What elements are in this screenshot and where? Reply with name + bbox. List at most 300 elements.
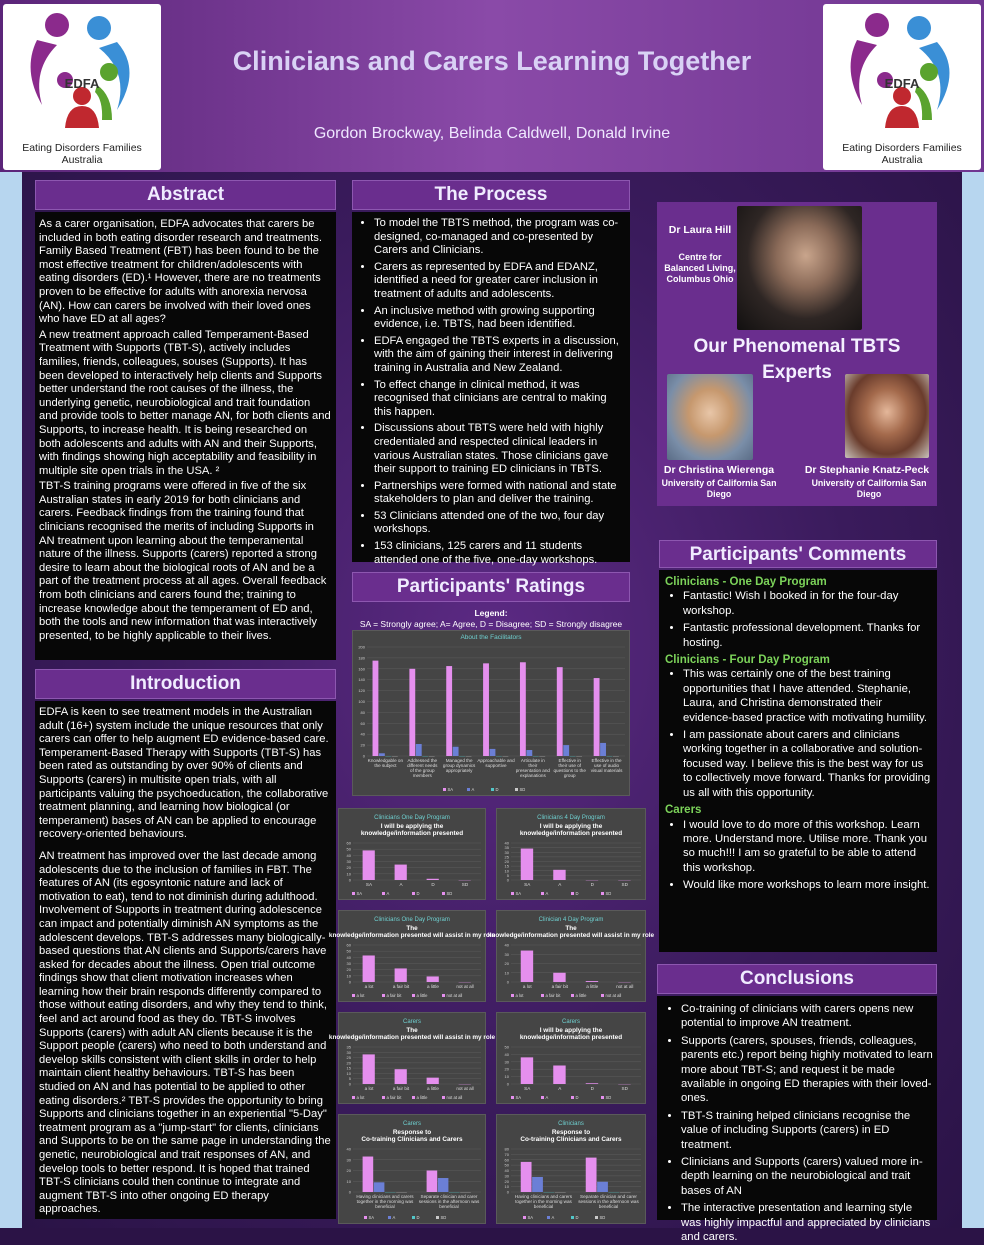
x-tick-label: Effective in the use of audio visual materials bbox=[591, 758, 623, 773]
x-tick-label: Articulate in their presentation and explanations bbox=[516, 758, 551, 778]
comment-item: • I am passionate about carers and clinicians working together in a collaborative and solution-focused way. I believe this is the best way for us to collectively move forward. Thanks for providing us all with this opportunity. bbox=[683, 728, 933, 800]
y-tick-label: 60 bbox=[361, 721, 366, 726]
x-tick-label: A bbox=[558, 882, 562, 887]
y-tick-label: 15 bbox=[347, 1066, 352, 1071]
chart-bar bbox=[427, 1171, 438, 1193]
x-tick-label: Approachable and supportive bbox=[477, 758, 515, 768]
chart-title: I will be applying the knowledge/information presented bbox=[520, 1027, 622, 1041]
y-tick-label: 25 bbox=[347, 1055, 352, 1060]
x-tick-label: SA bbox=[366, 882, 373, 887]
y-tick-label: 0 bbox=[363, 754, 366, 759]
chart-subtitle: Clinicians One Day Program bbox=[374, 917, 450, 923]
chart-bar bbox=[532, 1177, 543, 1192]
x-tick-label: Effective in their use of questions to the group bbox=[553, 758, 586, 778]
legend-label: A bbox=[393, 1215, 396, 1220]
y-tick-label: 120 bbox=[358, 688, 365, 693]
chart-bar bbox=[557, 667, 563, 756]
chart-svg bbox=[339, 1013, 485, 1103]
comment-group-title: Clinicians - Four Day Program bbox=[665, 653, 933, 667]
right-border bbox=[962, 172, 984, 1228]
rating-chart bbox=[338, 910, 486, 1002]
x-tick-label: not at all bbox=[456, 1086, 473, 1091]
process-item: • 53 Clinicians attended one of the two, four day workshops. bbox=[374, 510, 626, 537]
y-tick-label: 50 bbox=[347, 847, 352, 852]
stephanie-name: Dr Stephanie Knatz-Peck bbox=[797, 464, 937, 476]
y-tick-label: 20 bbox=[347, 1060, 352, 1065]
x-tick-label: a fair bit bbox=[393, 984, 410, 989]
y-tick-label: 20 bbox=[347, 865, 352, 870]
laura-hill-photo bbox=[737, 206, 862, 330]
y-tick-label: 0 bbox=[349, 980, 352, 985]
legend-label: a fair bit bbox=[546, 993, 562, 998]
process-item: • To model the TBTS method, the program was co-designed, co-managed and co-presented by Carers and Clinicians. bbox=[374, 217, 626, 258]
legend-label: SA bbox=[516, 891, 522, 896]
chart-bar bbox=[438, 1178, 449, 1192]
chart-bar bbox=[553, 1066, 565, 1085]
legend-swatch bbox=[388, 1216, 391, 1219]
legend-swatch bbox=[364, 1216, 367, 1219]
x-tick-label: A bbox=[558, 1086, 562, 1091]
legend-label: SA bbox=[369, 1215, 375, 1220]
introduction-heading: Introduction bbox=[35, 669, 336, 699]
process-item: • An inclusive method with growing supporting evidence, i.e. TBTS, had been identified. bbox=[374, 305, 626, 332]
laura-org: Centre for Balanced Living, Columbus Ohio bbox=[663, 252, 737, 285]
legend-label: SD bbox=[447, 891, 453, 896]
y-tick-label: 10 bbox=[347, 1179, 352, 1184]
chart-title: Response to Co-training Clinicians and Carers bbox=[361, 1129, 463, 1143]
legend-label: not at all bbox=[606, 993, 622, 998]
x-tick-label: a little bbox=[586, 984, 598, 989]
chart-subtitle: Carers bbox=[403, 1121, 421, 1127]
y-tick-label: 40 bbox=[505, 943, 510, 948]
chart-bar bbox=[395, 1069, 407, 1084]
introduction-panel bbox=[35, 701, 336, 1219]
legend-label: D bbox=[576, 1215, 579, 1220]
legend-label: A bbox=[552, 1215, 555, 1220]
y-tick-label: 30 bbox=[347, 859, 352, 864]
x-tick-label: Addressed the different needs of the group members bbox=[407, 758, 438, 778]
rating-chart bbox=[496, 910, 646, 1002]
x-tick-label: SD bbox=[622, 882, 629, 887]
legend-swatch bbox=[352, 892, 355, 895]
legend-swatch bbox=[443, 788, 446, 791]
legend-swatch bbox=[442, 892, 445, 895]
rating-chart bbox=[338, 1012, 486, 1104]
legend-label: not at all bbox=[447, 1095, 463, 1100]
x-tick-label: a little bbox=[427, 984, 439, 989]
process-item: • To effect change in clinical method, it was recognised that clinicians are central to making this happen. bbox=[374, 379, 626, 420]
chart-bar bbox=[597, 1182, 608, 1192]
chart-bar bbox=[363, 1054, 375, 1084]
y-tick-label: 200 bbox=[358, 645, 365, 650]
comments-body bbox=[665, 575, 933, 893]
comment-item: • Would like more workshops to learn more insight. bbox=[683, 878, 933, 892]
process-list bbox=[356, 217, 626, 567]
y-tick-label: 40 bbox=[347, 1147, 352, 1152]
y-tick-label: 30 bbox=[347, 1157, 352, 1162]
legend-swatch bbox=[601, 1096, 604, 1099]
chart-title: The knowledge/information presented will assist in my role bbox=[488, 925, 655, 939]
chart-bar bbox=[586, 1083, 598, 1084]
legend-swatch bbox=[571, 1216, 574, 1219]
y-tick-label: 15 bbox=[505, 864, 510, 869]
logo-acronym: EDFA bbox=[823, 76, 981, 91]
y-tick-label: 30 bbox=[505, 952, 510, 957]
legend-label: SA bbox=[448, 787, 454, 792]
y-tick-label: 20 bbox=[505, 961, 510, 966]
chart-title: I will be applying the knowledge/information presented bbox=[361, 823, 463, 837]
legend-swatch bbox=[382, 994, 385, 997]
poster-authors: Gordon Brockway, Belinda Caldwell, Donald Irvine bbox=[160, 125, 824, 143]
process-item: • Discussions about TBTS were held with highly credentialed and respected clinical leaders in various Australian states. Those clinicians gave their support to training ED clinicians in TBTS. bbox=[374, 422, 626, 476]
chart-subtitle: Clinicians bbox=[558, 1121, 584, 1127]
chart-bar bbox=[395, 968, 407, 982]
y-tick-label: 40 bbox=[347, 853, 352, 858]
chart-bar bbox=[363, 850, 375, 880]
x-tick-label: D bbox=[431, 882, 435, 887]
experts-heading: Our Phenomenal TBTS Experts bbox=[657, 334, 937, 386]
legend-swatch bbox=[601, 892, 604, 895]
y-tick-label: 60 bbox=[505, 1157, 510, 1162]
y-tick-label: 50 bbox=[505, 1163, 510, 1168]
x-tick-label: SA bbox=[524, 882, 531, 887]
legend-swatch bbox=[412, 1216, 415, 1219]
y-tick-label: 80 bbox=[505, 1147, 510, 1152]
y-tick-label: 5 bbox=[349, 1076, 352, 1081]
chart-bar bbox=[409, 669, 415, 756]
y-tick-label: 40 bbox=[361, 732, 366, 737]
abstract-paragraph: As a carer organisation, EDFA advocates that carers be included in both eating disorder research and treatments. Family Based Treatment (FBT) has been found to be the most effective treatment for children/adolescents with eating disorders (ED).¹ However, there are no treatments proven to be effective for adults with anorexia nervosa (AN). How can carers be involved with their loved ones who have ED at all ages? bbox=[39, 218, 331, 327]
chart-bar bbox=[363, 1157, 374, 1192]
chart-bar bbox=[600, 743, 606, 756]
ratings-heading: Participants' Ratings bbox=[352, 572, 630, 602]
y-tick-label: 20 bbox=[505, 859, 510, 864]
legend-label: A bbox=[472, 787, 475, 792]
experts-panel bbox=[657, 202, 937, 506]
family-logo-icon bbox=[17, 10, 147, 130]
legend-swatch bbox=[523, 1216, 526, 1219]
comment-item: • Fantastic! Wish I booked in for the four-day workshop. bbox=[683, 589, 933, 618]
x-tick-label: SA bbox=[524, 1086, 531, 1091]
christina-wierenga-photo bbox=[667, 374, 753, 460]
legend-label: D bbox=[576, 891, 579, 896]
y-tick-label: 10 bbox=[347, 1071, 352, 1076]
legend-swatch bbox=[515, 788, 518, 791]
conclusions-panel bbox=[657, 996, 937, 1220]
comment-item: • I would love to do more of this workshop. Learn more. Understand more. Utilise more. Thank you so much!!! I am so grateful to be able to attend this workshop. bbox=[683, 818, 933, 876]
comment-group-title: Carers bbox=[665, 803, 933, 817]
legend-swatch bbox=[511, 1096, 514, 1099]
y-tick-label: 80 bbox=[361, 710, 366, 715]
x-tick-label: Having clinicians and carers together in the morning was beneficial bbox=[515, 1194, 573, 1209]
legend-title: Legend: bbox=[352, 608, 630, 619]
x-tick-label: a lot bbox=[365, 984, 374, 989]
legend-swatch bbox=[571, 1096, 574, 1099]
y-tick-label: 20 bbox=[505, 1179, 510, 1184]
legend-swatch bbox=[382, 892, 385, 895]
y-tick-label: 0 bbox=[507, 980, 510, 985]
legend-label: SA bbox=[516, 1095, 522, 1100]
chart-bar bbox=[446, 666, 452, 756]
x-tick-label: Managed the group dynamics appropriately bbox=[443, 758, 476, 773]
left-border bbox=[0, 172, 22, 1228]
chart-bar bbox=[526, 750, 532, 756]
y-tick-label: 70 bbox=[505, 1152, 510, 1157]
chart-title: Response to Co-training Clinicians and Carers bbox=[520, 1129, 622, 1143]
y-tick-label: 30 bbox=[505, 1173, 510, 1178]
chart-bar bbox=[373, 661, 379, 756]
x-tick-label: a fair bit bbox=[393, 1086, 410, 1091]
process-item: • 153 clinicians, 125 carers and 11 students attended one of the five, one-day workshops. bbox=[374, 540, 626, 567]
edfa-logo-right bbox=[823, 4, 981, 170]
chart-bar bbox=[521, 849, 533, 880]
conclusion-item: • Clinicians and Supports (carers) valued more in-depth learning on the neurobiological and trait bases of AN bbox=[681, 1155, 933, 1198]
legend-swatch bbox=[541, 994, 544, 997]
stephanie-org: University of California San Diego bbox=[807, 478, 931, 500]
conclusion-item: • TBT-S training helped clinicians recognise the value of including Supports (carers) in ED treatment. bbox=[681, 1109, 933, 1152]
y-tick-label: 50 bbox=[347, 949, 352, 954]
y-tick-label: 60 bbox=[347, 943, 352, 948]
rating-chart bbox=[338, 808, 486, 900]
comment-group-title: Clinicians - One Day Program bbox=[665, 575, 933, 589]
process-heading: The Process bbox=[352, 180, 630, 210]
legend-label: A bbox=[387, 891, 390, 896]
chart-bar bbox=[363, 955, 375, 982]
y-tick-label: 180 bbox=[358, 655, 365, 660]
legend-swatch bbox=[436, 1216, 439, 1219]
legend-label: D bbox=[417, 891, 420, 896]
y-tick-label: 10 bbox=[347, 973, 352, 978]
y-tick-label: 60 bbox=[347, 841, 352, 846]
legend-swatch bbox=[352, 994, 355, 997]
legend-swatch bbox=[412, 994, 415, 997]
x-tick-label: a lot bbox=[365, 1086, 374, 1091]
chart-bar bbox=[553, 973, 565, 982]
legend-label: SA bbox=[528, 1215, 534, 1220]
legend-swatch bbox=[511, 994, 514, 997]
x-tick-label: not at all bbox=[616, 984, 633, 989]
chart-bar bbox=[483, 663, 489, 756]
legend-swatch bbox=[412, 892, 415, 895]
chart-svg bbox=[497, 1013, 645, 1103]
chart-bar bbox=[520, 662, 526, 756]
legend-label: a lot bbox=[516, 993, 525, 998]
x-tick-label: Separate clinician and carer sessions in the afternoon was beneficial bbox=[578, 1194, 639, 1209]
legend-label: a little bbox=[417, 993, 429, 998]
logo-acronym: EDFA bbox=[3, 76, 161, 91]
rating-chart bbox=[496, 1012, 646, 1104]
introduction-paragraph: EDFA is keen to see treatment models in the Australian adult (16+) system include the unique resources that only carers can offer to help augment ED evidence-based care. Temperament-Based Therapy with Supports (TBT-S) has been rated as outstanding by over 90% of clients and Supports (carers) in multisite open trials, with all participants valuing the psychoeducation, the collaborative treatment planning, and learning how biological (or temperament) bases of AN can be applied to encourage recovery-oriented behaviours. bbox=[39, 706, 331, 842]
legend-label: SD bbox=[606, 891, 612, 896]
legend-label: a fair bit bbox=[387, 1095, 403, 1100]
x-tick-label: SD bbox=[462, 882, 469, 887]
y-tick-label: 10 bbox=[505, 1184, 510, 1189]
chart-bar bbox=[594, 678, 600, 756]
chart-bar bbox=[379, 753, 385, 756]
rating-chart bbox=[352, 630, 630, 796]
x-tick-label: a little bbox=[427, 1086, 439, 1091]
legend-swatch bbox=[352, 1096, 355, 1099]
y-tick-label: 0 bbox=[349, 1082, 352, 1087]
x-tick-label: D bbox=[591, 1086, 595, 1091]
legend-swatch bbox=[412, 1096, 415, 1099]
rating-chart bbox=[496, 808, 646, 900]
y-tick-label: 40 bbox=[505, 1052, 510, 1057]
legend-swatch bbox=[491, 788, 494, 791]
y-tick-label: 140 bbox=[358, 677, 365, 682]
legend-label: SD bbox=[441, 1215, 447, 1220]
comments-heading: Participants' Comments bbox=[659, 540, 937, 568]
chart-bar bbox=[586, 1158, 597, 1192]
legend-swatch bbox=[547, 1216, 550, 1219]
legend-label: a lot bbox=[357, 993, 366, 998]
chart-bar bbox=[490, 749, 496, 756]
legend-label: A bbox=[546, 891, 549, 896]
chart-bar bbox=[427, 976, 439, 982]
abstract-paragraph: TBT-S training programs were offered in five of the six Australian states in early 2019 for both clinicians and carers. Feedback findings from the training found that clinicians recognised the merits of including Supports in AN treatment upon learning about the temperamental nature of the illness. Supports (carers) reported a strong desire to learn about the biological roots of AN and be a part of the treatment process at all ages. Overall feedback from both clinicians and carers found the; training to increase knowledge about the temperament of ED and, both the tools and new information that was interactively presented, to be highly applicable to their lives. bbox=[39, 480, 331, 643]
y-tick-label: 20 bbox=[347, 1168, 352, 1173]
legend-label: a little bbox=[417, 1095, 429, 1100]
legend-label: SA bbox=[357, 891, 363, 896]
legend-label: D bbox=[496, 787, 499, 792]
chart-bar bbox=[395, 865, 407, 880]
y-tick-label: 35 bbox=[347, 1045, 352, 1050]
legend-label: SD bbox=[520, 787, 526, 792]
x-tick-label: Having clinicians and carers together in the morning was beneficial bbox=[356, 1194, 414, 1209]
chart-svg bbox=[339, 911, 485, 1001]
chart-subtitle: Carers bbox=[403, 1019, 421, 1025]
y-tick-label: 30 bbox=[505, 850, 510, 855]
process-item: • EDFA engaged the TBTS experts in a discussion, with the aim of gaining their interest in delivering training in Australia and New Zealand. bbox=[374, 335, 626, 376]
y-tick-label: 30 bbox=[347, 1050, 352, 1055]
introduction-paragraph: AN treatment has improved over the last decade among adolescents due to the inclusion of families in FBT. The features of AN (its egosyntonic nature and lack of motivation to eat), tend to not diminish during adulthood. Involvement of Supports in treatment during adolescence can impact and potentially diminish AN symptoms as the adolescent develops. TBT-S addresses many biologically-based questions that AN clients and Supports/carers have asked for decades about the illness. Open trial outcome findings show that client motivation increases when learning how their brain responds differently compared to those without eating disorders, and why they tend to think, feel and act around food as they do. TBT-S involves Supports (carers) with adult AN clients because it is the Support people (carers) who need to both understand and develop skills consistent with client skills in order to help maintain client healthy behaviours. TBT-S has been studied on AN and has potential to be applied to other eating disorders.² TBT-S provides the opportunity to bring Supports and clinicians together in an experiential "5-Day" treatment program as a "jump-start" for clients, clinicians and Supports to be on the same page in understanding the genetic, neurobiological and trait responses of AN, and develop tools to better respond. It is hoped that trained TBT-S clinicians could then continue to integrate and augment TBT-S into other ongoing ED therapy approaches. bbox=[39, 850, 331, 1217]
legend-text: SA = Strongly agree; A= Agree, D = Disagree; SD = Strongly disagree bbox=[352, 619, 630, 630]
legend-label: SD bbox=[600, 1215, 606, 1220]
logo-caption: Eating Disorders Families Australia bbox=[823, 142, 981, 166]
logo-caption: Eating Disorders Families Australia bbox=[3, 142, 161, 166]
legend-label: A bbox=[546, 1095, 549, 1100]
legend-label: a little bbox=[576, 993, 588, 998]
chart-title: I will be applying the knowledge/information presented bbox=[520, 823, 622, 837]
y-tick-label: 20 bbox=[361, 743, 366, 748]
legend-label: a lot bbox=[357, 1095, 366, 1100]
y-tick-label: 40 bbox=[347, 955, 352, 960]
conclusion-item: • Co-training of clinicians with carers opens new potential to improve AN treatment. bbox=[681, 1002, 933, 1031]
poster-title: Clinicians and Carers Learning Together bbox=[160, 46, 824, 77]
x-tick-label: Separate clinician and carer sessions in the afternoon was beneficial bbox=[419, 1194, 480, 1209]
poster-header bbox=[0, 0, 984, 172]
legend-swatch bbox=[442, 994, 445, 997]
legend-label: SD bbox=[606, 1095, 612, 1100]
christina-name: Dr Christina Wierenga bbox=[657, 464, 781, 476]
y-tick-label: 0 bbox=[507, 878, 510, 883]
chart-bar bbox=[374, 1182, 385, 1192]
comment-list bbox=[665, 818, 933, 893]
chart-title: The knowledge/information presented will assist in my role bbox=[329, 925, 496, 939]
chart-bar bbox=[521, 1162, 532, 1192]
legend-label: a fair bit bbox=[387, 993, 403, 998]
conclusion-item: • Supports (carers, spouses, friends, colleagues, parents etc.) report being highly motivated to learn more about TBT-S; and request it be made available in ongoing ED therapies with their loved-ones. bbox=[681, 1034, 933, 1106]
legend-swatch bbox=[601, 994, 604, 997]
chart-bar bbox=[416, 744, 422, 756]
chart-svg bbox=[497, 911, 645, 1001]
chart-svg bbox=[497, 1115, 645, 1223]
chart-bar bbox=[427, 879, 439, 880]
y-tick-label: 30 bbox=[505, 1059, 510, 1064]
legend-swatch bbox=[511, 892, 514, 895]
process-item: • Partnerships were formed with national and state stakeholders to plan and deliver the training. bbox=[374, 480, 626, 507]
y-tick-label: 40 bbox=[505, 1168, 510, 1173]
y-tick-label: 100 bbox=[358, 699, 365, 704]
x-tick-label: a fair bit bbox=[552, 984, 569, 989]
process-panel bbox=[352, 212, 630, 562]
chart-bar bbox=[563, 745, 569, 756]
chart-bar bbox=[553, 870, 565, 880]
x-tick-label: SD bbox=[622, 1086, 629, 1091]
chart-svg bbox=[353, 631, 629, 795]
abstract-heading: Abstract bbox=[35, 180, 336, 210]
y-tick-label: 35 bbox=[505, 845, 510, 850]
y-tick-label: 10 bbox=[505, 1074, 510, 1079]
chart-title: The knowledge/information presented will assist in my role bbox=[329, 1027, 496, 1041]
conclusions-list bbox=[663, 1002, 933, 1245]
chart-title: About the Facilitators bbox=[460, 634, 522, 641]
laura-name: Dr Laura Hill bbox=[663, 224, 737, 237]
y-tick-label: 5 bbox=[507, 873, 510, 878]
legend-label: D bbox=[417, 1215, 420, 1220]
y-tick-label: 0 bbox=[349, 878, 352, 883]
y-tick-label: 160 bbox=[358, 666, 365, 671]
y-tick-label: 40 bbox=[505, 841, 510, 846]
legend-label: not at all bbox=[447, 993, 463, 998]
chart-subtitle: Clinician 4 Day Program bbox=[539, 917, 604, 923]
comment-item: • Fantastic professional development. Thanks for hosting. bbox=[683, 621, 933, 650]
chart-svg bbox=[497, 809, 645, 899]
chart-subtitle: Clinicians One Day Program bbox=[374, 815, 450, 821]
legend-swatch bbox=[571, 994, 574, 997]
legend-swatch bbox=[467, 788, 470, 791]
legend-swatch bbox=[541, 892, 544, 895]
comment-item: • This was certainly one of the best training opportunities that I have attended. Stephanie, Laura, and Christina demonstrated their evidence-based practice with motivating humility. bbox=[683, 667, 933, 725]
legend-swatch bbox=[442, 1096, 445, 1099]
legend-label: D bbox=[576, 1095, 579, 1100]
rating-chart bbox=[338, 1114, 486, 1224]
y-tick-label: 10 bbox=[505, 970, 510, 975]
y-tick-label: 0 bbox=[507, 1082, 510, 1087]
christina-org: University of California San Diego bbox=[661, 478, 777, 500]
process-item: • Carers as represented by EDFA and EDANZ, identified a need for greater carer inclusion in treatment of adults and adolescents. bbox=[374, 261, 626, 302]
chart-subtitle: Carers bbox=[562, 1019, 580, 1025]
x-tick-label: not at all bbox=[456, 984, 473, 989]
chart-bar bbox=[521, 951, 533, 982]
chart-subtitle: Clinicians 4 Day Program bbox=[537, 815, 605, 821]
legend-swatch bbox=[382, 1096, 385, 1099]
y-tick-label: 20 bbox=[505, 1067, 510, 1072]
legend-swatch bbox=[541, 1096, 544, 1099]
conclusion-item: • The interactive presentation and learning style was highly impactful and appreciated by clinicians and carers. bbox=[681, 1201, 933, 1244]
chart-svg bbox=[339, 809, 485, 899]
stephanie-knatz-peck-photo bbox=[845, 374, 929, 458]
ratings-legend bbox=[352, 608, 630, 630]
y-tick-label: 0 bbox=[507, 1190, 510, 1195]
x-tick-label: D bbox=[591, 882, 595, 887]
abstract-panel bbox=[35, 212, 336, 660]
comment-list bbox=[665, 589, 933, 650]
x-tick-label: A bbox=[399, 882, 403, 887]
y-tick-label: 0 bbox=[349, 1190, 352, 1195]
y-tick-label: 20 bbox=[347, 967, 352, 972]
x-tick-label: a lot bbox=[523, 984, 532, 989]
